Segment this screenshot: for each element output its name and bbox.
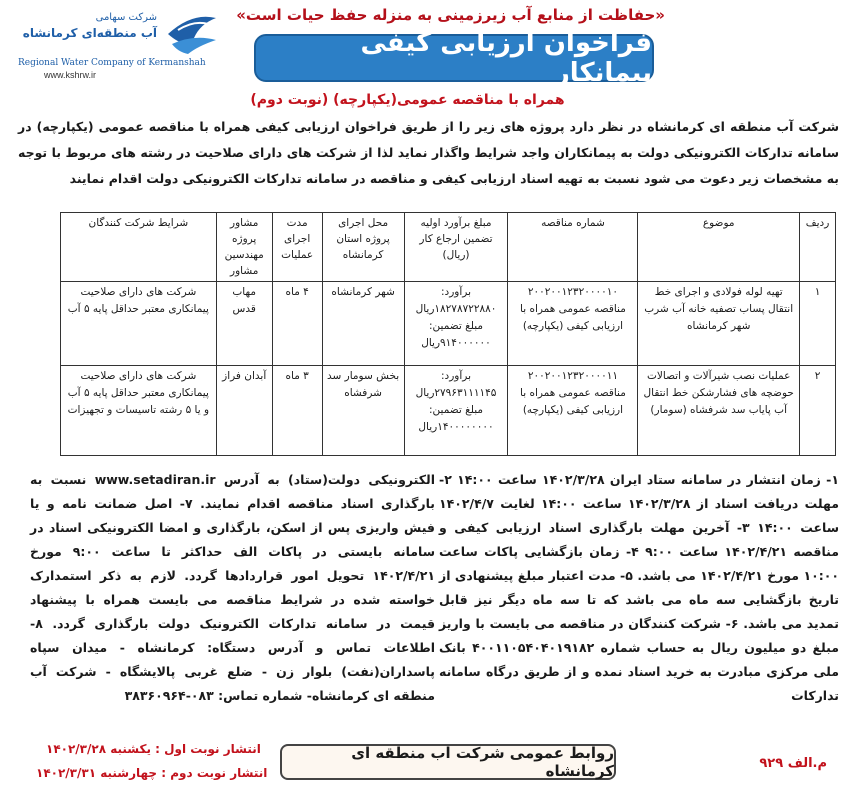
public-relations-text: روابط عمومی شرکت اب منطقه ای کرمانشاه (351, 744, 614, 780)
cell-row: ۱ (800, 282, 836, 366)
public-relations-box (280, 744, 616, 780)
cell-number (508, 366, 638, 456)
col-header-location: محل اجرای پروژه استان کرمانشاه (322, 213, 404, 282)
company-logo (14, 6, 229, 76)
cell-location: بخش سومار سد شرفشاه (322, 366, 404, 456)
cell-subject: تهیه لوله فولادی و اجرای خط انتقال پساب تصفیه خانه آب شرب شهر کرمانشاه (638, 282, 800, 366)
cell-consultant: مهاب قدس (216, 282, 272, 366)
intro-paragraph: شرکت آب منطقه ای کرمانشاه در نظر دارد پروژه های زیر را از طریق فراخوان ارزیابی کیفی همراه با مناقصه عمومی (یکپارچه) در سامانه تدارکات الکترونیکی دولت به پیمانکاران واجد شرایط واگذار نماید لذا از شرکت های دارای صلاحیت در رشته های مربوط با توجه به مشخصات زیر دعوت می شود نسبت به تهیه اسناد ارزیابی کیفی و مناقصه در سامانه تدارکات الکترونیکی دولت اقدام نمایند (18, 119, 839, 186)
col-header-estimate: مبلغ برآورد اولیه تضمین ارجاع کار (ریال) (404, 213, 508, 282)
cell-duration: ۳ ماه (272, 366, 322, 456)
cell-row: ۲ (800, 366, 836, 456)
cell-duration: ۴ ماه (272, 282, 322, 366)
col-header-duration: مدت اجرای عملیات (272, 213, 322, 282)
col-header-consultant: مشاور پروژه مهندسین مشاور (216, 213, 272, 282)
cell-estimate (404, 366, 508, 456)
guarantee-label: مبلغ تضمین: (429, 320, 483, 332)
tender-code: ۲۰۰۲۰۰۱۲۳۲۰۰۰۰۱۰ (527, 286, 619, 298)
conditions-column-right: ۱- زمان انتشار در سامانه ستاد ایران ۱۴۰۲/۳/۲۸ ساعت ۱۴:۰۰ ۲- مهلت دریافت اسناد از ۱۴۰۲/۳/۲۸ ساعت ۱۴:۰۰ لغایت ۱۴۰۲/۴/۷ ساعت ۱۴:۰۰ ۳- آخرین مهلت بارگذاری اسناد ارزیابی کیفی و مناقصه ۱۴۰۲/۴/۲۱ ساعت ۹:۰۰ ۴- زمان بازگشایی پاکات ساعت ۱۰:۰۰ مورخ ۱۴۰۲/۴/۲۱ می باشد. ۵- مدت اعتبار مبلغ پیشنهادی از تاریخ بازگشایی سه ماه می باشد که تا سه ماه دیگر نیز قابل تمدید می باشد. ۶- شرکت کنندگان در مناقصه می بایست با واریز مبلغ دو میلیون ریال به حساب شماره ۴۰۰۱۱۰۵۴۰۴۰۱۹۱۸۲ بانک ملی مرکزی مبادرت به خرید اسناد نمده و از طریق درگاه سامانه تدارکات (439, 472, 840, 703)
page-subtitle: همراه با مناقصه عمومی(یکپارچه) (نوبت دوم) (250, 92, 565, 108)
guarantee-value: ۱۴۰۰۰۰۰۰۰۰ریال (418, 421, 494, 433)
table-row (61, 282, 836, 366)
website-link[interactable]: www.kshrw.ir (44, 70, 97, 80)
estimate-value: ۲۷۹۶۳۱۱۱۱۴۵ریال (415, 387, 497, 399)
tender-table (60, 212, 836, 456)
cell-estimate (404, 282, 508, 366)
conditions-column-left: الکترونیکی دولت(ستاد) به آدرس www.setadiran.ir نسبت به بارگذاری اسناد مناقصه اقدام نمایند. ۷- اصل ضمانت نامه و یا فیش واریزی پس از اسکن، بارگذاری و امضا الکترونیکی اسناد در سامانه بایستی در پاکات الف حداکثر تا ساعت ۹:۰۰ مورخ ۱۴۰۲/۴/۲۱ تحویل امور قراردادها گردد. لازم به ذکر استمدارک خواسته شده در شرایط مناقصه می بایست همراه با پیشنهاد قیمت در سامانه تدارکات الکترونیک دولت بارگذاری گردد. ۸- اطلاعات تماس و آدرس دستگاه: کرمانشاه - میدان سپاه پاسداران(نفت) بلوار زن - ضلع غربی پالایشگاه - شرکت آب منطقه ای کرمانشاه- شماره تماس: ۰۸۳-۳۸۳۶۰۹۶۴ (30, 472, 436, 703)
water-drop-icon (164, 10, 220, 56)
cell-conditions: شرکت های دارای صلاحیت پیمانکاری معتبر حداقل پایه ۵ آب و یا ۵ رشته تاسیسات و تجهیزات (61, 366, 217, 456)
cell-consultant: آبدان فراز (216, 366, 272, 456)
second-publication-date: انتشار نوبت دوم : چهارشنبه ۱۴۰۲/۳/۳۱ (36, 766, 268, 780)
logo-english-text: Regional Water Company of Kermanshah (18, 58, 206, 68)
col-header-conditions: شرایط شرکت کنندگان (61, 213, 217, 282)
table-header-row (61, 213, 836, 282)
estimate-value: ۱۸۲۷۸۷۲۲۸۸۰ریال (415, 303, 497, 315)
col-header-number: شماره مناقصه (508, 213, 638, 282)
page-title: فراخوان ارزیابی کیفی پیمانکار (360, 28, 652, 88)
logo-small-text: شرکت سهامی (95, 12, 157, 23)
logo-main-text: آب منطقه‌ای کرمانشاه (22, 26, 157, 40)
slogan: «حفاظت از منابع آب زیرزمینی به منزله حفظ حیات است» (236, 6, 665, 24)
cell-number (508, 282, 638, 366)
title-banner (254, 28, 654, 88)
cell-location: شهر کرمانشاه (322, 282, 404, 366)
table-row (61, 366, 836, 456)
guarantee-label: مبلغ تضمین: (429, 404, 483, 416)
estimate-label: برآورد: (441, 286, 471, 298)
col-header-subject: موضوع (638, 213, 800, 282)
estimate-label: برآورد: (441, 370, 471, 382)
first-publication-date: انتشار نوبت اول : یکشنبه ۱۴۰۲/۳/۲۸ (46, 742, 261, 756)
tender-type: مناقصه عمومی همراه با ارزیابی کیفی (یکپارچه) (520, 387, 626, 416)
ad-code: م.الف ۹۲۹ (759, 756, 827, 771)
guarantee-value: ۹۱۴۰۰۰۰۰۰ریال (421, 337, 491, 349)
tender-code: ۲۰۰۲۰۰۱۲۳۲۰۰۰۰۱۱ (527, 370, 619, 382)
col-header-row: ردیف (800, 213, 836, 282)
tender-type: مناقصه عمومی همراه با ارزیابی کیفی (یکپارچه) (520, 303, 626, 332)
cell-conditions: شرکت های دارای صلاحیت پیمانکاری معتبر حداقل پایه ۵ آب (61, 282, 217, 366)
cell-subject: عملیات نصب شیرآلات و اتصالات حوضچه های فشارشکن خط انتقال آب پایاب سد شرفشاه (سومار) (638, 366, 800, 456)
